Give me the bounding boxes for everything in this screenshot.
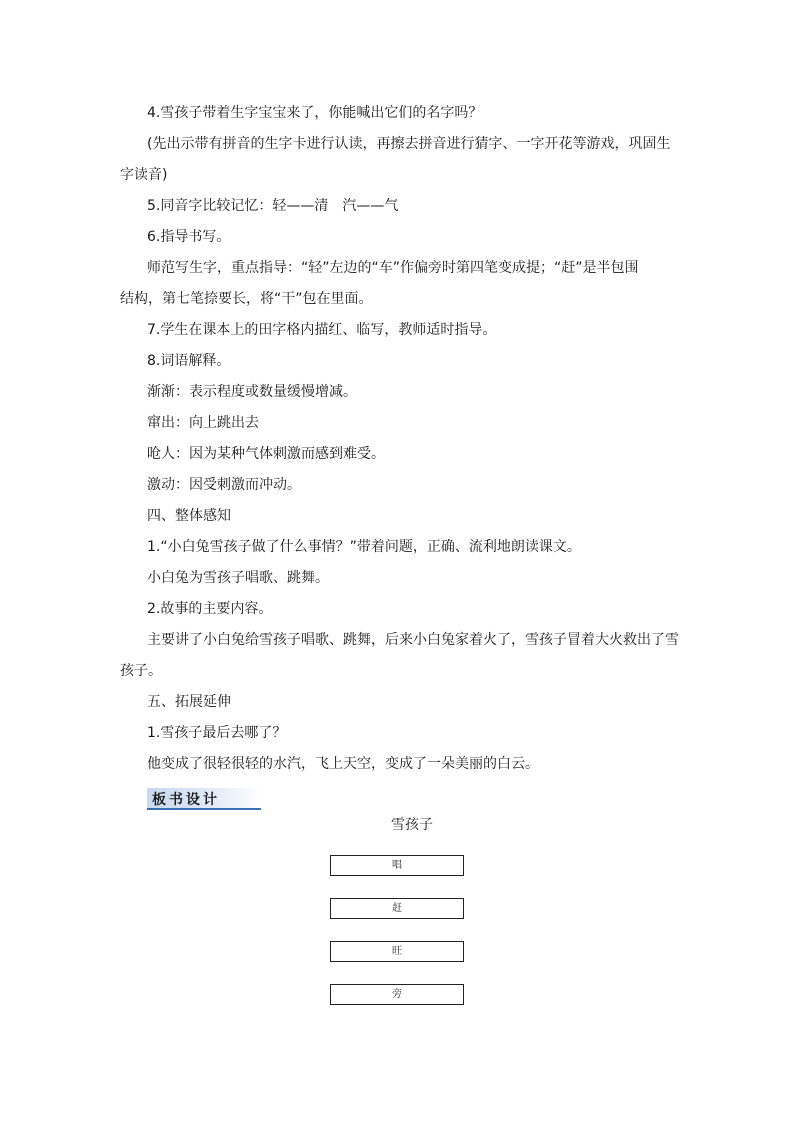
- board-design-label: 板书设计: [152, 792, 220, 808]
- paragraph-step-5: 5.同音字比较记忆：轻——清 汽——气: [147, 198, 399, 214]
- paragraph-step-6: 6.指导书写。: [147, 229, 231, 245]
- definition-jidong: 激动：因受刺激而冲动。: [147, 477, 301, 493]
- board-box-1: 唱: [330, 855, 464, 876]
- board-box-4: 旁: [330, 984, 464, 1005]
- paragraph-note: (先出示带有拼音的生字卡进行认读，再擦去拼音进行猜字、一字开花等游戏，巩固生: [147, 136, 671, 152]
- paragraph-step-8: 8.词语解释。: [147, 353, 231, 369]
- paragraph-answer-3: 他变成了很轻很轻的水汽，飞上天空，变成了一朵美丽的白云。: [147, 756, 539, 772]
- paragraph-step-4: 4.雪孩子带着生字宝宝来了，你能喊出它们的名字吗？: [147, 105, 483, 121]
- board-box-3: 旺: [330, 941, 464, 962]
- paragraph-writing-guide: 师范写生字，重点指导：“轻”左边的“车”作偏旁时第四笔变成提；“赶”是半包围: [147, 260, 639, 276]
- paragraph-summary: 主要讲了小白兔给雪孩子唱歌、跳舞，后来小白兔家着火了，雪孩子冒着大火救出了雪: [147, 632, 679, 648]
- definition-cuanchu: 窜出：向上跳出去: [147, 415, 259, 431]
- section-heading-4: 四、整体感知: [147, 508, 231, 524]
- paragraph-step-7: 7.学生在课本上的田字格内描红、临写，教师适时指导。: [147, 322, 497, 338]
- paragraph-summary-cont: 孩子。: [120, 663, 162, 679]
- heading-underline: [147, 808, 261, 810]
- board-title: 雪孩子: [391, 817, 433, 833]
- board-design-heading: [147, 788, 261, 810]
- board-box-2: 赶: [330, 898, 464, 919]
- paragraph-writing-guide-cont: 结构，第七笔捺要长，将“干”包在里面。: [120, 291, 373, 307]
- paragraph-question-3: 1.雪孩子最后去哪了？: [147, 725, 287, 741]
- paragraph-note-cont: 字读音): [120, 167, 168, 183]
- paragraph-question-1: 1.“小白兔雪孩子做了什么事情？”带着问题，正确、流利地朗读课文。: [147, 539, 581, 555]
- paragraph-question-2: 2.故事的主要内容。: [147, 601, 273, 617]
- paragraph-answer-1: 小白兔为雪孩子唱歌、跳舞。: [147, 570, 329, 586]
- section-heading-5: 五、拓展延伸: [147, 694, 231, 710]
- definition-jianjian: 渐渐：表示程度或数量缓慢增减。: [147, 384, 357, 400]
- definition-qiangren: 呛人：因为某种气体刺激而感到难受。: [147, 446, 385, 462]
